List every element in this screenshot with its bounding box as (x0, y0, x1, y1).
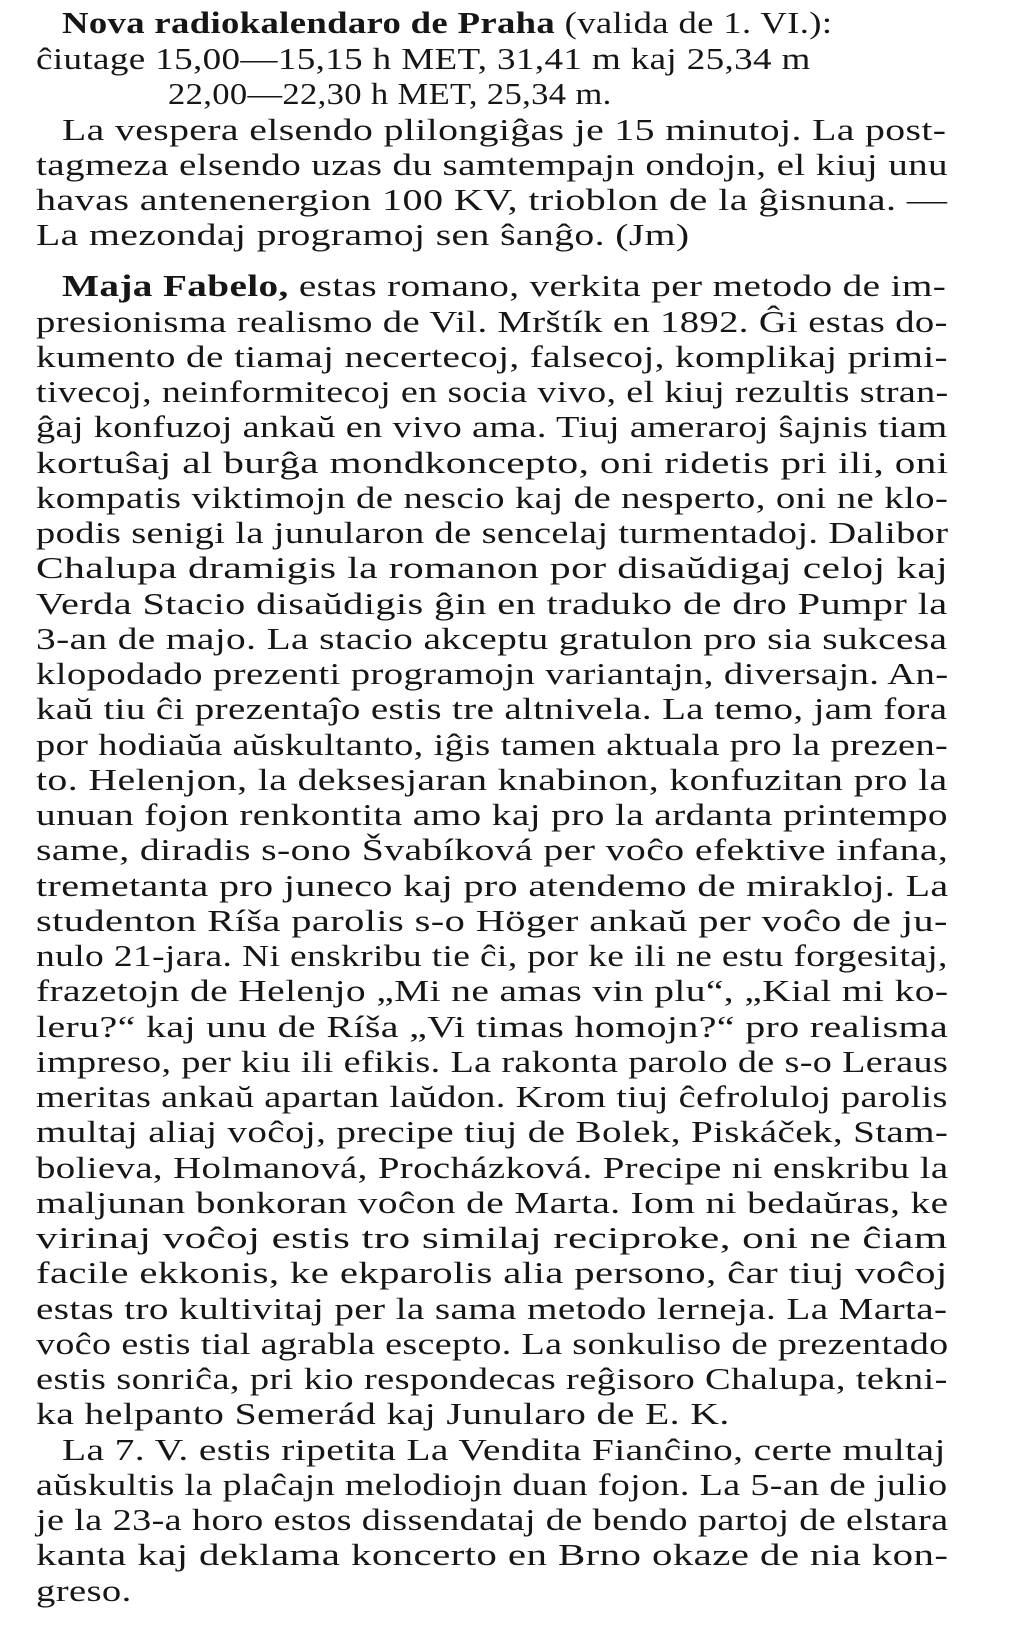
text-line: voĉo estis tial agrabla escepto. La sonkuliso de prezentado (36, 1326, 949, 1361)
text-line: ka helpanto Semerád kaj Junularo de E. K. (36, 1396, 730, 1431)
text-line: impreso, per kiu ili efikis. La rakonta parolo de s-o Leraus (36, 1044, 949, 1079)
maja-fabelo-title: Maja Fabelo, (62, 268, 289, 303)
text-line: meritas ankaŭ apartan laŭdon. Krom tiuj ĉefroluloj parolis (36, 1079, 948, 1114)
text-line: ĉiutage 15,00—15,15 h MET, 31,41 m kaj 25,34 m (36, 41, 811, 76)
text-line: leru?“ kaj unu de Ríša „Vi timas homojn?“ pro realisma (36, 1009, 949, 1044)
text-line: estis sonriĉa, pri kio respondecas reĝisoro Chalupa, tekni- (36, 1361, 948, 1396)
text-line: bolieva, Holmanová, Procházková. Precipe ni enskribu la (36, 1150, 949, 1185)
text-line: je la 23-a horo estos dissendataj de bendo partoj de elstara (36, 1502, 949, 1537)
text-line: kaŭ tiu ĉi prezentaĵo estis tre altnivela. La temo, jam fora (36, 691, 948, 726)
text-line: kortuŝaj al burĝa mondkoncepto, oni ridetis pri ili, oni (36, 445, 949, 480)
text-line: tagmeza elsendo uzas du samtempajn ondojn, el kiuj unu (36, 147, 948, 182)
text-line: unuan fojon renkontita amo kaj pro la ardanta printempo (36, 797, 948, 832)
text-line: multaj aliaj voĉoj, precipe tiuj de Bolek, Piskáček, Stam- (36, 1114, 949, 1149)
maja-fabelo-intro: estas romano, verkita per metodo de im- (298, 268, 947, 303)
text-line: frazetojn de Helenjo „Mi ne amas vin plu“, „Kial mi ko- (36, 973, 949, 1008)
text-line: kompatis viktimojn de nescio kaj de nesperto, oni ne klo- (36, 480, 949, 515)
text-line: tivecoj, neinformitecoj en socia vivo, el kiuj rezultis stran- (36, 374, 949, 409)
text-line: por hodiaŭa aŭskultanto, iĝis tamen aktuala pro la prezen- (36, 727, 949, 762)
text-line: tremetanta pro juneco kaj pro atendemo de mirakloj. La (36, 868, 949, 903)
text-line: Chalupa dramigis la romanon por disaŭdigaj celoj kaj (36, 550, 949, 585)
text-line: podis senigi la junularon de sencelaj turmentadoj. Dalibor (36, 515, 949, 550)
text-line: aŭskultis la plaĉajn melodiojn duan fojon. La 5-an de julio (36, 1467, 948, 1502)
text-line: estas tro kultivitaj per la sama metodo lerneja. La Marta- (36, 1291, 948, 1326)
text-line: La vespera elsendo plilongiĝas je 15 minutoj. La post- (62, 112, 947, 147)
text-line: 22,00—22,30 h MET, 25,34 m. (168, 76, 612, 111)
text-line: La mezondaj programoj sen ŝanĝo. (Jm) (36, 217, 690, 252)
text-line: La 7. V. estis ripetita La Vendita Fianĉino, certe multaj (62, 1432, 946, 1467)
text-line: virinaj voĉoj estis tro similaj reciproke, oni ne ĉiam (36, 1220, 948, 1255)
text-line: studenton Ríša parolis s-o Höger ankaŭ per voĉo de ju- (36, 903, 948, 938)
text-line (62, 6, 832, 40)
text-line: havas antenenergion 100 KV, trioblon de la ĝisnuna. — (36, 182, 948, 217)
text-line: kumento de tiamaj necertecoj, falsecoj, komplikaj primi- (36, 339, 948, 374)
text-line: presionisma realismo de Vil. Mrštík en 1892. Ĝi estas do- (36, 304, 948, 339)
text-line: maljunan bonkoran voĉon de Marta. Iom ni bedaŭras, ke (36, 1185, 949, 1220)
radio-calendar-validity: (valida de 1. VI.): (564, 5, 833, 40)
text-line: Verda Stacio disaŭdigis ĝin en traduko de dro Pumpr la (36, 586, 948, 621)
radio-calendar-title: Nova radiokalendaro de Praha (62, 5, 556, 40)
text-line: facile ekkonis, ke ekparolis alia persono, ĉar tiuj voĉoj (36, 1255, 948, 1290)
text-line: 3-an de majo. La stacio akceptu gratulon pro sia sukcesa (36, 621, 948, 656)
text-line: greso. (36, 1573, 132, 1608)
text-line: nulo 21-jara. Ni enskribu tie ĉi, por ke ili ne estu forgesitaj, (36, 938, 948, 973)
text-line: to. Helenjon, la deksesjaran knabinon, konfuzitan pro la (36, 762, 948, 797)
text-line: kanta kaj deklama koncerto en Brno okaze de nia kon- (36, 1537, 949, 1572)
text-line: klopodado prezenti programojn variantajn, diversajn. An- (36, 656, 949, 691)
text-line: same, diradis s-ono Švabíková per voĉo efektive infana, (36, 832, 949, 867)
text-line (62, 269, 946, 303)
text-line: ĝaj konfuzoj ankaŭ en vivo ama. Tiuj ameraroj ŝajnis tiam (36, 409, 948, 444)
